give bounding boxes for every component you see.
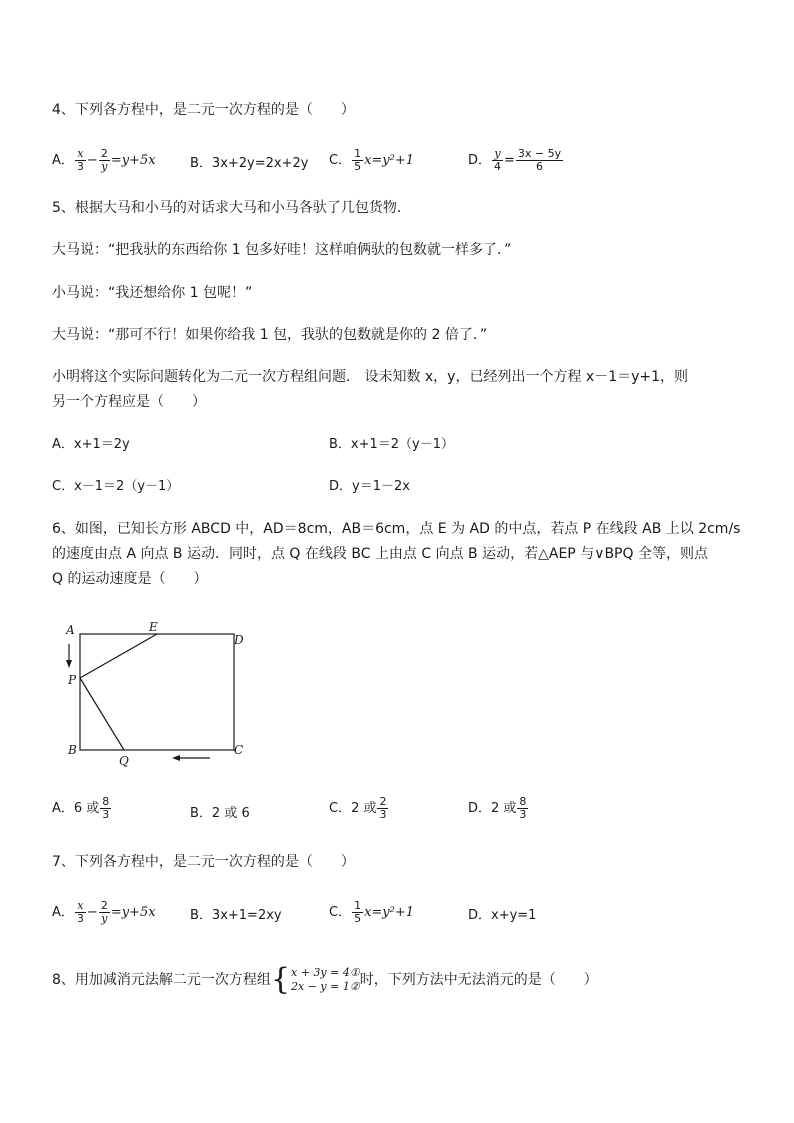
equation-2: 2x − y = 1② <box>291 980 360 993</box>
q7-option-c[interactable]: C． $\frac{1}{5}$ x=y²+1 <box>329 899 415 925</box>
q8-stem: 8、用加减消元法解二元一次方程组 { x + 3y = 4① 2x − y = 1② 时，下列方法中无法消元的是（ ） <box>52 962 598 997</box>
q5-option-a[interactable]: A．x+1＝2y <box>52 437 130 452</box>
q5-option-d[interactable]: D．y＝1－2x <box>329 479 410 494</box>
q6-line-1: 6、如图，已知长方形 ABCD 中，AD＝8cm，AB＝6cm，点 E 为 AD 的中点，若点 P 在线段 AB 上以 2cm/s <box>52 521 741 537</box>
q4-options <box>52 146 752 180</box>
equation-1: x + 3y = 4① <box>291 966 360 979</box>
q5-option-b[interactable]: B．x+1＝2（y－1） <box>329 437 455 452</box>
q5-dialog-2: 小马说：“我还想给你 1 包呢！” <box>52 285 253 301</box>
label-b: B <box>68 743 77 757</box>
q7-option-b[interactable]: B．3x+1=2xy <box>190 908 282 923</box>
q5-option-c[interactable]: C．x－1＝2（y－1） <box>52 479 180 494</box>
q7-stem: 7、下列各方程中，是二元一次方程的是（ ） <box>52 854 355 870</box>
label-c: C <box>234 743 244 757</box>
rectangle-abcd <box>80 634 234 750</box>
segment-pe <box>80 634 157 678</box>
q6-option-c[interactable]: C．2 或 $\frac{2}{3}$ <box>329 795 387 821</box>
q7-option-d[interactable]: D．x+y=1 <box>468 908 537 923</box>
segment-pq <box>80 678 124 750</box>
q6-option-b[interactable]: B．2 或 6 <box>190 806 250 821</box>
arrow-left-icon <box>172 755 180 761</box>
arrow-down-icon <box>66 660 72 668</box>
q5-problem-line-1: 小明将这个实际问题转化为二元一次方程组问题． 设未知数 x，y，已经列出一个方程 x－1＝y+1，则 <box>52 369 689 385</box>
q5-stem: 5、根据大马和小马的对话求大马和小马各驮了几包货物． <box>52 200 411 216</box>
q5-dialog-1: 大马说：“把我驮的东西给你 1 包多好哇！这样咱俩驮的包数就一样多了．” <box>52 242 512 258</box>
q5-problem-line-2: 另一个方程应是（ ） <box>52 394 206 410</box>
q6-option-a[interactable]: A．6 或 $\frac{8}{3}$ <box>52 795 110 821</box>
q4-option-d[interactable]: D． $\frac{y}{4}$ = $\frac{3x - 5y}{6}$ <box>468 147 562 173</box>
label-p: P <box>68 673 77 687</box>
equation-system: { x + 3y = 4① 2x − y = 1② <box>270 962 360 997</box>
q4-stem: 4、下列各方程中，是二元一次方程的是（ ） <box>52 102 355 118</box>
q4-option-c[interactable]: C． $\frac{1}{5}$ x=y²+1 <box>329 147 415 173</box>
q5-options-row-1 <box>52 435 752 455</box>
q7-option-a[interactable]: A． $\frac{x}{3}$ − $\frac{2}{y}$ =y+5x <box>52 899 156 925</box>
label-d: D <box>234 633 244 647</box>
label-a: A <box>66 623 75 637</box>
q5-options-row-2 <box>52 477 752 497</box>
q6-line-2: 的速度由点 A 向点 B 运动．同时，点 Q 在线段 BC 上由点 C 向点 B 运动，若△AEP 与∨BPQ 全等，则点 <box>52 546 708 562</box>
q4-option-a[interactable]: A． $\frac{x}{3}$ − $\frac{2}{y}$ =y+5x <box>52 147 156 173</box>
rectangle-figure <box>60 618 260 770</box>
q6-line-3: Q 的运动速度是（ ） <box>52 571 208 587</box>
label-e: E <box>149 620 158 634</box>
label-q: Q <box>119 754 129 768</box>
q4-option-b[interactable]: B．3x+2y=2x+2y <box>190 156 309 171</box>
q6-options <box>52 796 752 830</box>
q6-option-d[interactable]: D．2 或 $\frac{8}{3}$ <box>468 795 527 821</box>
q7-options <box>52 898 752 932</box>
q5-dialog-3: 大马说：“那可不行！如果你给我 1 包，我驮的包数就是你的 2 倍了．” <box>52 327 488 343</box>
